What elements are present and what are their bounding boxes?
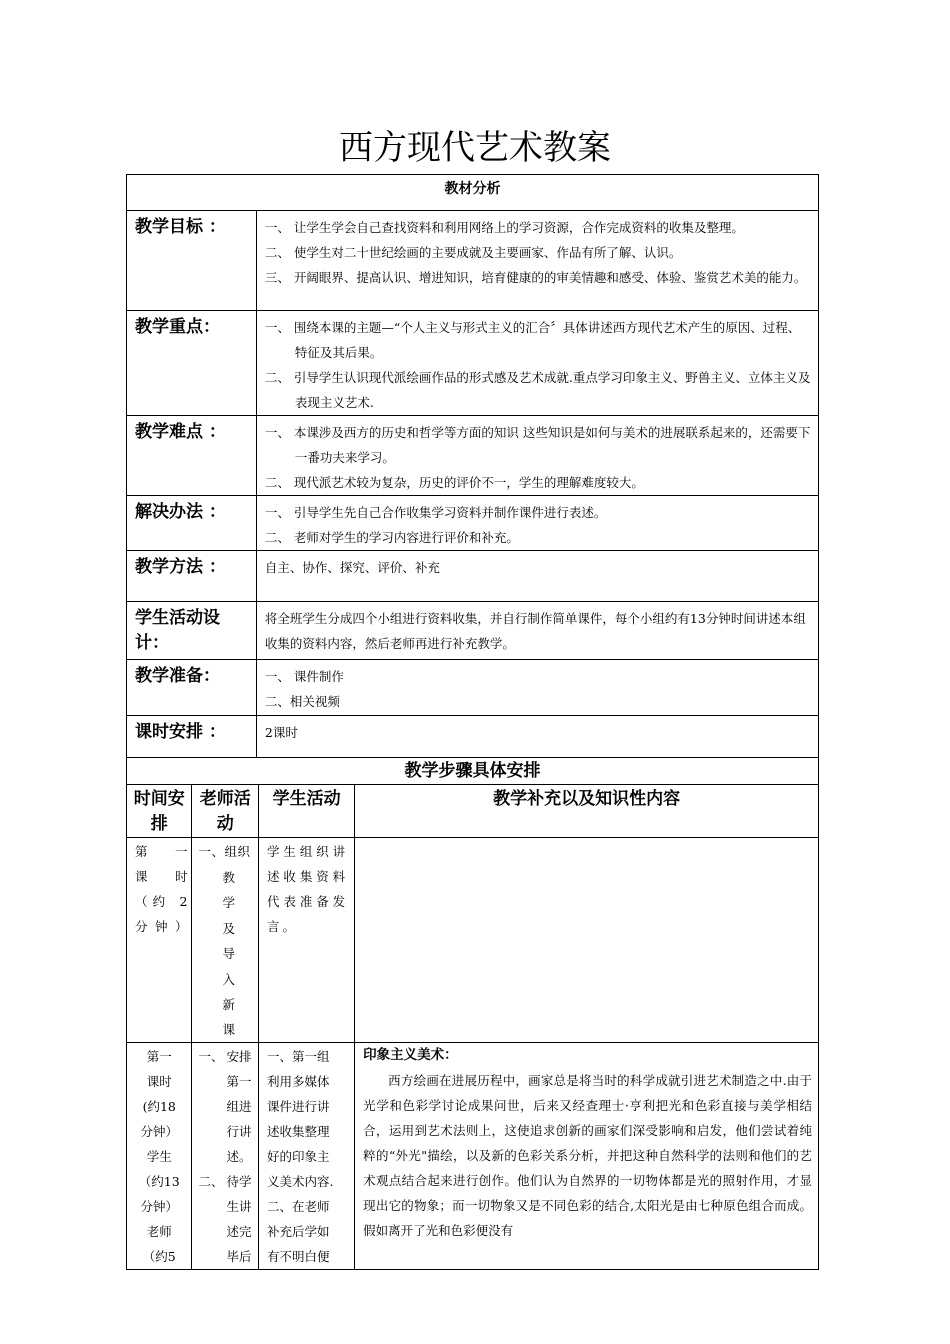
step1-student: 学生组织讲述收集资料代表准备发言。 (259, 838, 355, 1043)
teacher-line: 述完 (226, 1224, 252, 1239)
step2-teacher (192, 1043, 259, 1270)
teacher-item-1 (198, 1044, 256, 1169)
solution-row (127, 496, 819, 551)
student-line: 述收集整理 (267, 1124, 330, 1139)
time-line: 学生 (146, 1149, 172, 1164)
student-line: 二、在老师 (267, 1199, 330, 1214)
teacher-line: 教 学 (222, 870, 235, 910)
time-line: 分钟） (140, 1199, 178, 1214)
teacher-line: 毕后 (226, 1249, 252, 1264)
student-line: 补充后学如 (267, 1224, 330, 1239)
method-label: 教学方法 ： (127, 551, 257, 602)
time-line: （约13 (138, 1174, 180, 1189)
difficulty-content (256, 416, 818, 496)
student-line: 一、第一组 (267, 1049, 330, 1064)
focus-content (256, 311, 818, 416)
difficulty-item: 二、 现代派艺术较为复杂，历史的评价不一，学生的理解难度较大。 (264, 475, 644, 490)
time-line: 老师 (146, 1224, 172, 1239)
content-paragraph: 西方绘画在进展历程中，画家总是将当时的科学成就引进艺术制造之中.由于光学和色彩学讨论成果问世，后来又经查理士·亨利把光和色彩直接与美学相结合，运用到艺术法则上，这使追求创新的画家们深受影响和启发，他们尝试着纯粹的“外光"描绘，以及新的色彩关系分析，并把这种自然科学的法则和他们的艺术观点结合起来进行创作。他们认为自然界的一切物体都是光的照射作用，才显现出它的物象；而一切物象又是不同色彩的结合,太阳光是由七种原色组合而成。假如离开了光和色彩便没有 (363, 1073, 812, 1238)
teacher-line: 生讲 (226, 1199, 252, 1214)
focus-row (127, 311, 819, 416)
content-heading: 印象主义美术： (363, 1047, 458, 1063)
activity-label: 学生活动设计： (127, 602, 257, 660)
teacher-lines (226, 1169, 251, 1269)
solution-item: 二、 老师对学生的学习内容进行评价和补充。 (264, 530, 519, 545)
lesson-plan-table (126, 174, 819, 1270)
time-line: 课 时 (135, 869, 188, 884)
prep-item: 一、 课件制作 (264, 669, 344, 684)
teacher-lines (226, 1044, 251, 1169)
hours-label: 课时安排 ： (127, 716, 257, 758)
teacher-line: 述。 (226, 1149, 252, 1164)
section-textbook-analysis: 教材分析 (127, 175, 819, 211)
page-title: 西方现代艺术教案 (339, 128, 611, 168)
step1-time (127, 838, 192, 1043)
solution-item: 一、 引导学生先自己合作收集学习资料并制作课件进行表述。 (264, 505, 607, 520)
time-line: 课时 (146, 1074, 172, 1089)
header-student-activity: 学生活动 (259, 785, 355, 838)
prep-label: 教学准备： (127, 660, 257, 716)
student-line: 课件进行讲 (267, 1099, 330, 1114)
step1-content (355, 838, 819, 1043)
teacher-line: 安排 (226, 1049, 252, 1064)
step2-content (355, 1043, 819, 1270)
header-teacher-activity: 老师活动 (192, 785, 259, 838)
time-line: 分钟） (140, 1124, 178, 1139)
section-header-row (127, 175, 819, 211)
goals-content (256, 211, 818, 311)
difficulty-label: 教学难点 ： (127, 416, 257, 496)
goals-label: 教学目标 ： (127, 211, 257, 311)
teacher-line: 入 新 (222, 972, 235, 1012)
prep-row (127, 660, 819, 716)
focus-item: 一、 围绕本课的主题—“个人主义与形式主义的汇合〞具体讲述西方现代艺术产生的原因、过程、特征及其后果。 (264, 320, 801, 360)
teacher-line: 一、组织 (198, 844, 251, 859)
time-line: （约5 (142, 1249, 176, 1264)
goals-row (127, 211, 819, 311)
teacher-num: 二、 (198, 1174, 224, 1189)
prep-content (256, 660, 818, 716)
focus-label: 教学重点： (127, 311, 257, 416)
teacher-line: 行讲 (226, 1124, 252, 1139)
difficulty-item: 一、 本课涉及西方的历史和哲学等方面的知识 这些知识是如何与美术的进展联系起来的，还需要下一番功夫来学习。 (264, 425, 811, 465)
hours-row (127, 716, 819, 758)
header-time: 时间安排 (127, 785, 192, 838)
time-line: 第一 (146, 1049, 172, 1064)
step2-student (259, 1043, 355, 1270)
student-line: 义美术内容. (267, 1174, 334, 1189)
goals-item: 二、 使学生对二十世纪绘画的主要成就及主要画家、作品有所了解、认识。 (264, 245, 682, 260)
time-line: (约18 (142, 1099, 176, 1114)
steps-column-headers (127, 785, 819, 838)
time-line: 第一 (135, 844, 188, 859)
header-supplement: 教学补充以及知识性内容 (355, 785, 819, 838)
time-line: （约 2 (135, 894, 188, 909)
step-row-2 (127, 1043, 819, 1270)
teacher-item-2 (198, 1169, 256, 1269)
solution-label: 解决办法 ： (127, 496, 257, 551)
section-teaching-steps: 教学步骤具体安排 (127, 758, 819, 785)
teacher-line: 课 (222, 1022, 235, 1037)
difficulty-row (127, 416, 819, 496)
method-row (127, 551, 819, 602)
student-line: 好的印象主 (267, 1149, 330, 1164)
time-line: 分钟） (135, 919, 188, 934)
activity-row (127, 602, 819, 660)
goals-item: 三、 开阔眼界、提高认识、增进知识，培育健康的的审美情趣和感受、体验、鉴赏艺术美的能力。 (264, 270, 807, 285)
teacher-num: 一、 (198, 1049, 224, 1064)
method-content: 自主、协作、探究、评价、补充 (256, 551, 818, 602)
student-line: 有不明白便 (267, 1249, 330, 1264)
solution-content (256, 496, 818, 551)
teacher-line: 第一 (226, 1074, 252, 1089)
prep-item: 二、相关视频 (264, 694, 340, 709)
step2-time (127, 1043, 192, 1270)
step1-teacher (192, 838, 259, 1043)
activity-content: 将全班学生分成四个小组进行资料收集，并自行制作简单课件，每个小组约有13分钟时间讲述本组收集的资料内容，然后老师再进行补充教学。 (256, 602, 818, 660)
goals-item: 一、 让学生学会自己查找资料和利用网络上的学习资源，合作完成资料的收集及整理。 (264, 220, 744, 235)
step-row-1 (127, 838, 819, 1043)
student-line: 利用多媒体 (267, 1074, 330, 1089)
focus-item: 二、 引导学生认识现代派绘画作品的形式感及艺术成就.重点学习印象主义、野兽主义、立体主义及表现主义艺术. (264, 370, 811, 410)
section2-header-row (127, 758, 819, 785)
hours-content: 2课时 (256, 716, 818, 758)
teacher-line: 待学 (226, 1174, 252, 1189)
teacher-line: 及 导 (222, 921, 235, 961)
teacher-line: 组进 (226, 1099, 252, 1114)
